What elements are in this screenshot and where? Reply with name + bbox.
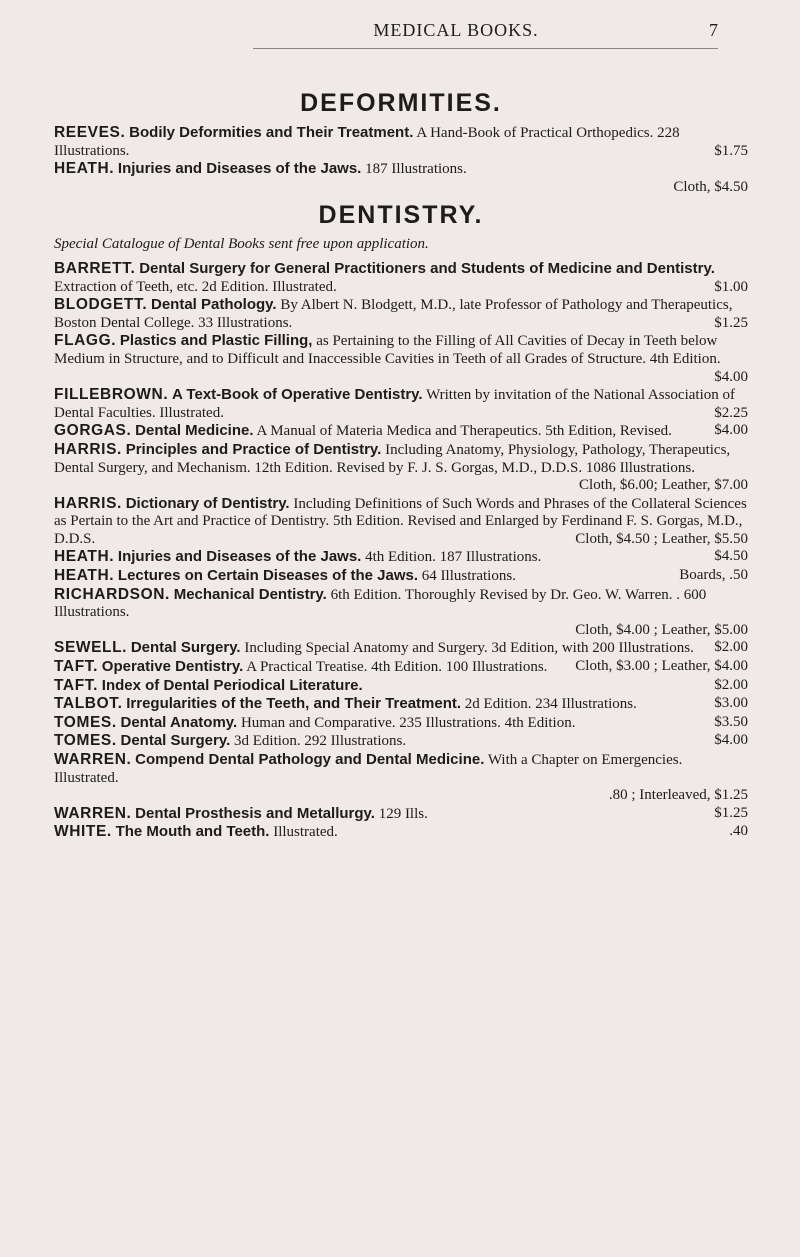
book-price: $3.00 bbox=[714, 695, 748, 712]
book-description: Extraction of Teeth, etc. 2d Edition. Illustrated. bbox=[54, 278, 337, 295]
book-description: 129 Ills. bbox=[378, 805, 428, 822]
book-entry bbox=[54, 658, 748, 677]
book-description: 4th Edition. 187 Illustrations. bbox=[365, 549, 542, 566]
author-name: TOMES. bbox=[54, 732, 117, 750]
author-name: FILLEBROWN. bbox=[54, 386, 169, 404]
author-name: WARREN. bbox=[54, 804, 132, 822]
book-price: .40 bbox=[729, 823, 748, 840]
author-name: HEATH. bbox=[54, 548, 115, 566]
book-title: Dental Anatomy. bbox=[120, 713, 238, 731]
header-rule bbox=[253, 48, 718, 49]
book-description: Including Definitions of Such Words and Phrases of the Collateral Sciences as Pertain to the Art and Practice of Dentistry. 5th Edition. Revised and Enlarged by Ferdinand F. S. Gorgas, M.D., D.D.S. bbox=[54, 495, 747, 547]
book-description: With a Chapter on Emergencies. Illustrated. bbox=[54, 752, 683, 786]
book-title: Index of Dental Periodical Literature. bbox=[101, 676, 363, 694]
book-title: Operative Dentistry. bbox=[101, 658, 244, 676]
author-name: BARRETT. bbox=[54, 259, 136, 277]
book-entry bbox=[54, 296, 748, 332]
book-description: as Pertaining to the Filling of All Cavities of Decay in Teeth below Medium in Structure, and to Difficult and Inaccessible Cavities in Teeth of all Grades of Structure. 4th Edition. bbox=[54, 333, 721, 367]
book-entry bbox=[54, 695, 748, 714]
book-price: $1.25 bbox=[714, 804, 748, 821]
book-title: Dental Surgery for General Practitioners and Students of Medicine and Dentistry. bbox=[139, 259, 715, 277]
author-name: GORGAS. bbox=[54, 422, 132, 440]
book-description: Human and Comparative. 235 Illustrations. 4th Edition. bbox=[240, 714, 576, 731]
book-price: $2.25 bbox=[714, 404, 748, 421]
author-name: TALBOT. bbox=[54, 695, 123, 713]
book-entry bbox=[54, 386, 748, 422]
book-title: Dental Prosthesis and Metallurgy. bbox=[135, 804, 375, 822]
author-name: TAFT. bbox=[54, 676, 99, 694]
page-number: 7 bbox=[709, 20, 718, 40]
book-price: Cloth, $6.00; Leather, $7.00 bbox=[579, 477, 748, 494]
book-entry bbox=[54, 567, 748, 586]
author-name: HEATH. bbox=[54, 160, 115, 178]
book-description: 2d Edition. 234 Illustrations. bbox=[464, 696, 637, 713]
book-title: Dictionary of Dentistry. bbox=[125, 494, 290, 512]
book-entry bbox=[54, 639, 748, 658]
book-description: Illustrated. bbox=[273, 824, 338, 841]
book-description: A Practical Treatise. 4th Edition. 100 Illustrations. bbox=[246, 659, 548, 676]
book-title: Irregularities of the Teeth, and Their Treatment. bbox=[126, 695, 462, 713]
book-entry bbox=[54, 332, 748, 386]
book-title: The Mouth and Teeth. bbox=[115, 823, 270, 841]
book-title: Compend Dental Pathology and Dental Medicine. bbox=[135, 751, 485, 768]
book-entry bbox=[54, 677, 748, 696]
book-description: Written by invitation of the National Association of Dental Faculties. Illustrated. bbox=[54, 387, 735, 421]
author-name: TAFT. bbox=[54, 658, 99, 676]
book-entry bbox=[54, 548, 748, 567]
author-name: HARRIS. bbox=[54, 440, 122, 458]
book-entry bbox=[54, 732, 748, 751]
section-heading: DEFORMITIES. bbox=[300, 89, 502, 117]
book-description: Including Anatomy, Physiology, Pathology, Therapeutics, Dental Surgery, and Mechanism. 12th Edition. Revised by F. J. S. Gorgas, M.D., D.D.S. 1086 Illustrations. bbox=[54, 441, 731, 476]
book-entry bbox=[54, 124, 748, 160]
book-price: Cloth, $4.00 ; Leather, $5.00 bbox=[575, 621, 748, 638]
book-title: Dental Surgery. bbox=[130, 639, 241, 657]
catalogue-note: Special Catalogue of Dental Books sent free upon application. bbox=[54, 236, 429, 253]
book-price: $3.50 bbox=[714, 713, 748, 730]
book-title: Dental Medicine. bbox=[135, 422, 254, 440]
author-name: FLAGG. bbox=[54, 332, 117, 350]
book-price: Cloth, $4.50 ; Leather, $5.50 bbox=[575, 530, 748, 547]
book-title: Principles and Practice of Dentistry. bbox=[125, 440, 382, 458]
book-price: $1.00 bbox=[714, 278, 748, 295]
author-name: RICHARDSON. bbox=[54, 585, 170, 603]
book-title: A Text-Book of Operative Dentistry. bbox=[171, 386, 423, 404]
book-description: 6th Edition. Thoroughly Revised by Dr. Geo. W. Warren. . 600 Illustrations. bbox=[54, 586, 707, 621]
book-description: Including Special Anatomy and Surgery. 3d Edition, with 200 Illustrations. bbox=[244, 640, 694, 657]
section-heading: DENTISTRY. bbox=[318, 201, 484, 230]
author-name: REEVES. bbox=[54, 124, 126, 141]
book-entry bbox=[54, 160, 748, 196]
book-price: Cloth, $4.50 bbox=[673, 178, 748, 195]
book-description: A Manual of Materia Medica and Therapeutics. 5th Edition, Revised. bbox=[256, 423, 672, 440]
book-price: $1.75 bbox=[714, 142, 748, 159]
book-title: Bodily Deformities and Their Treatment. bbox=[129, 124, 414, 141]
book-entry bbox=[54, 495, 748, 549]
book-title: Dental Surgery. bbox=[120, 732, 231, 750]
page-body bbox=[54, 88, 748, 842]
book-title: Mechanical Dentistry. bbox=[173, 585, 327, 603]
book-price: $4.00 bbox=[714, 732, 748, 749]
book-price: $4.50 bbox=[714, 548, 748, 565]
book-price: .80 ; Interleaved, $1.25 bbox=[608, 787, 748, 804]
author-name: HEATH. bbox=[54, 567, 115, 585]
book-price: $4.00 bbox=[714, 422, 748, 439]
book-title: Plastics and Plastic Filling, bbox=[119, 332, 313, 350]
book-description: 64 Illustrations. bbox=[421, 568, 516, 585]
author-name: SEWELL. bbox=[54, 639, 128, 657]
book-description: A Hand-Book of Practical Orthopedics. 228 Illustrations. bbox=[54, 125, 680, 159]
author-name: WHITE. bbox=[54, 823, 112, 841]
book-price: Cloth, $3.00 ; Leather, $4.00 bbox=[575, 658, 748, 675]
book-title: Lectures on Certain Diseases of the Jaws. bbox=[117, 567, 419, 585]
book-entry bbox=[54, 823, 748, 842]
running-head: MEDICAL BOOKS. bbox=[373, 20, 539, 40]
book-price: Boards, .50 bbox=[679, 567, 748, 584]
book-entry bbox=[54, 422, 748, 441]
book-entry bbox=[54, 714, 748, 733]
book-price: $1.25 bbox=[714, 314, 748, 331]
book-entry bbox=[54, 805, 748, 824]
book-price: $4.00 bbox=[714, 368, 748, 385]
book-entry bbox=[54, 441, 748, 495]
book-entry bbox=[54, 751, 748, 805]
book-title: Dental Pathology. bbox=[150, 296, 277, 314]
author-name: BLODGETT. bbox=[54, 296, 148, 314]
book-entry bbox=[54, 586, 748, 640]
book-title: Injuries and Diseases of the Jaws. bbox=[117, 548, 362, 566]
author-name: WARREN. bbox=[54, 751, 132, 768]
book-entry bbox=[54, 260, 748, 296]
book-price: $2.00 bbox=[714, 639, 748, 656]
book-price: $2.00 bbox=[714, 676, 748, 693]
book-description: 3d Edition. 292 Illustrations. bbox=[234, 733, 407, 750]
author-name: HARRIS. bbox=[54, 494, 122, 512]
author-name: TOMES. bbox=[54, 713, 117, 731]
book-title: Injuries and Diseases of the Jaws. bbox=[117, 160, 362, 178]
book-description: 187 Illustrations. bbox=[365, 161, 467, 178]
book-description: By Albert N. Blodgett, M.D., late Professor of Pathology and Therapeutics, Boston Dental College. 33 Illustrations. bbox=[54, 297, 733, 331]
